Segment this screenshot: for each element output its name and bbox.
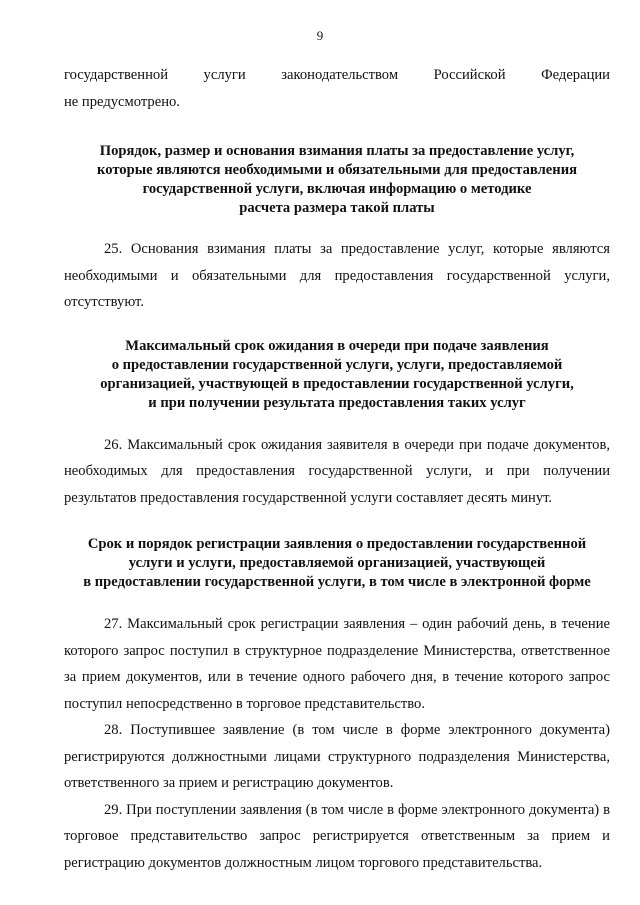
heading-line: о предоставлении государственной услуги, услуги, предоставляемой [111, 356, 563, 373]
intro-line-2: не предусмотрено. [64, 93, 180, 110]
heading-line: расчета размера такой платы [239, 200, 435, 216]
heading-line: Порядок, размер и основания взимания платы за предоставление услуг, [99, 143, 575, 159]
heading-line: Срок и порядок регистрации заявления о предоставлении государственной [87, 536, 587, 552]
paragraph-25: 25. Основания взимания платы за предоставление услуг, которые являются необходимыми и обязательными для предоставления государственной услуги, отсутствуют. [64, 241, 610, 310]
intro-line-1: государственной услуги законодательством Российской Федерации [64, 67, 610, 83]
paragraph-26: 26. Максимальный срок ожидания заявителя в очереди при подаче документов, необходимых для предоставления государственной услуги, и при получении результатов предоставления государственной услуги составляет десять минут. [64, 436, 610, 506]
paragraph-27: 27. Максимальный срок регистрации заявления – один рабочий день, в течение которого запрос поступил в структурное подразделение Министерства, ответственное за прием документов, или в течение одного рабочего дня, в течение которого запрос поступил непосредственно в торговое представительство. [64, 616, 610, 712]
section-heading-queue [64, 337, 610, 413]
heading-line: организацией, участвующей в предоставлении государственной услуги, [100, 375, 574, 392]
section-heading-registration [64, 535, 610, 592]
heading-line: которые являются необходимыми и обязательными для предоставления [97, 162, 577, 178]
heading-line: услуги и услуги, предоставляемой организацией, участвующей [128, 555, 546, 571]
heading-line: в предоставлении государственной услуги, в том числе в электронной форме [83, 574, 591, 590]
page-number: 9 [316, 28, 324, 43]
paragraph-29: 29. При поступлении заявления (в том числе в форме электронного документа) в торговое представительство запрос регистрируется ответственным за прием и регистрацию документов должностным лицом торгового представительства. [64, 801, 610, 871]
paragraph-28: 28. Поступившее заявление (в том числе в форме электронного документа) регистрируются должностными лицами структурного подразделения Министерства, ответственного за прием и регистрацию документов. [64, 722, 610, 791]
document-body [64, 62, 610, 876]
section-heading-fee [64, 142, 610, 218]
heading-line: и при получении результата предоставления таких услуг [148, 394, 526, 411]
heading-line: государственной услуги, включая информацию о методике [142, 181, 532, 197]
heading-line: Максимальный срок ожидания в очереди при подаче заявления [125, 337, 549, 354]
